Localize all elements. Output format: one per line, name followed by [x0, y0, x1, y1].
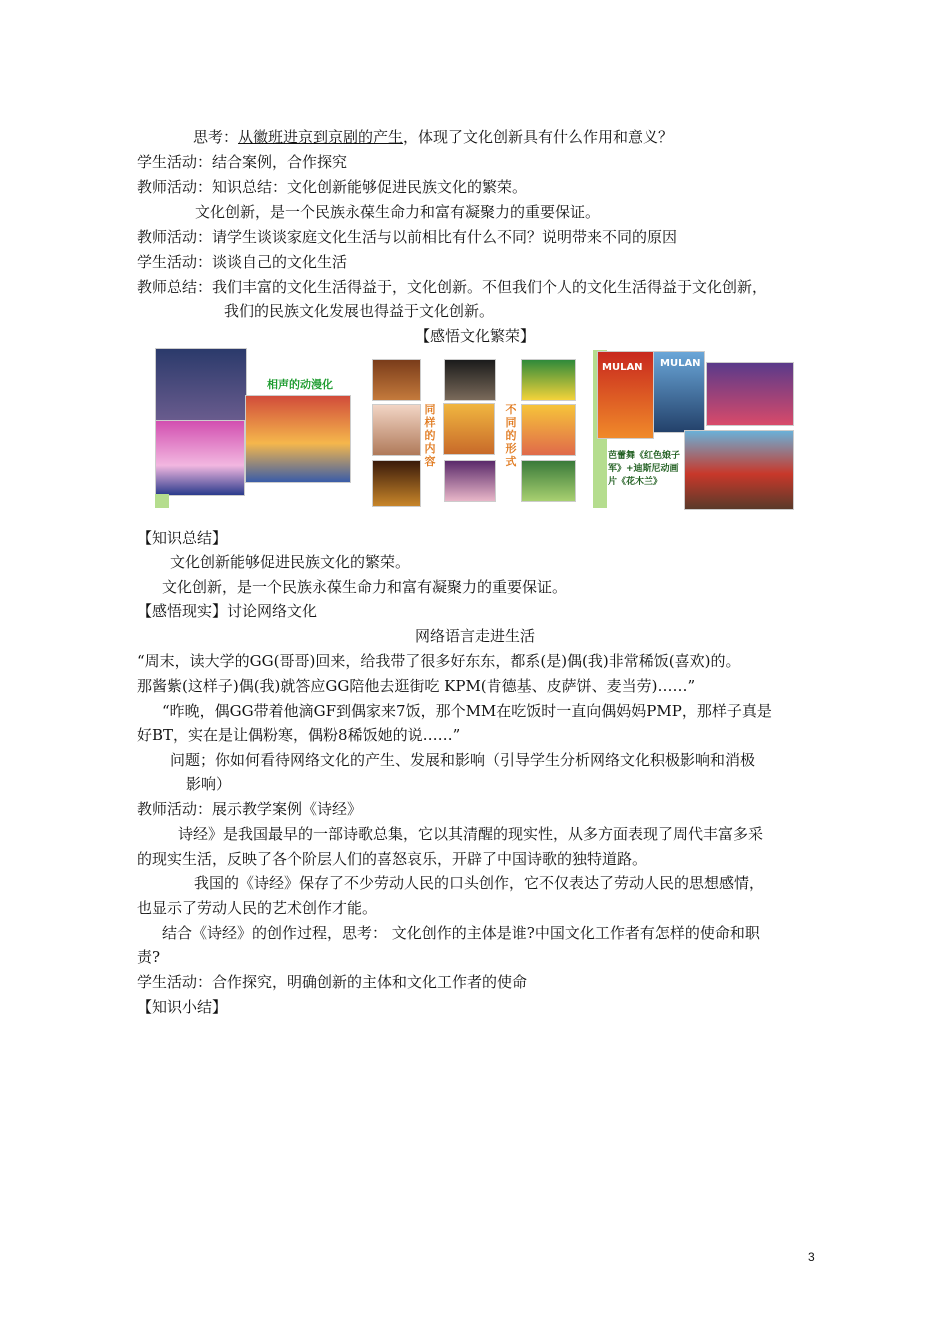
crosstalk-stage-photo — [155, 420, 245, 496]
text-line: 学生活动：合作探究，明确创新的主体和文化工作者的使命 — [137, 973, 528, 991]
text-line: 我们的民族文化发展也得益于文化创新。 — [224, 302, 495, 320]
red-flag-dance-photo — [684, 430, 794, 510]
painting-photo — [443, 403, 495, 455]
text-line: 学生活动：谈谈自己的文化生活 — [137, 253, 348, 271]
mulan-poster-1 — [597, 351, 654, 439]
piano-photo — [444, 359, 496, 401]
text-line: 文化创新能够促进民族文化的繁荣。 — [170, 553, 411, 571]
text-line: 我国的《诗经》保存了不少劳动人民的口头创作，它不仅表达了劳动人民的思想感情， — [194, 874, 765, 892]
think-suffix: ，体现了文化创新具有什么作用和意义？ — [403, 128, 674, 146]
theater-photo — [372, 460, 421, 507]
text-line: 教师活动：展示教学案例《诗经》 — [137, 800, 363, 818]
think-line — [193, 126, 673, 148]
mulan-title-2: MULAN — [660, 358, 701, 369]
text-line: 教师活动：请学生谈谈家庭文化生活与以前相比有什么不同？说明带来不同的原因 — [137, 228, 678, 246]
text-line: “周末，读大学的GG(哥哥)回来，给我带了很多好东东，都系(是)偶(我)非常稀饭(喜欢)的。 — [137, 652, 741, 670]
text-line: 问题；你如何看待网络文化的产生、发展和影响（引导学生分析网络文化积极影响和消极 — [170, 751, 756, 769]
text-line: 文化创新，是一个民族永葆生命力和富有凝聚力的重要保证。 — [195, 203, 601, 221]
mulan-poster-2 — [653, 351, 705, 433]
cartoon-crosstalk — [245, 395, 351, 483]
butterfly-poster — [521, 359, 576, 401]
ballet-photo — [444, 460, 496, 502]
crosstalk-photo — [155, 348, 247, 422]
page-number: 3 — [808, 1250, 815, 1264]
music-photo — [372, 359, 421, 401]
decor-block — [155, 494, 169, 508]
ballet-mulan-label: 芭蕾舞《红色娘子军》+迪斯尼动画片《花木兰》 — [608, 451, 681, 487]
butterfly-photo — [521, 460, 576, 502]
text-line: 学生活动：结合案例，合作探究 — [137, 153, 348, 171]
text-line: “昨晚，偶GG带着他滴GF到偶家来7饭，那个MM在吃饭时一直向偶妈妈PMP，那样子真是 — [162, 702, 772, 720]
opera-photo — [372, 404, 421, 456]
red-army-ballet-photo — [706, 362, 794, 426]
think-prefix: 思考： — [193, 128, 239, 146]
subheading: 网络语言走进生活 — [414, 627, 535, 645]
text-line: 文化创新，是一个民族永葆生命力和富有凝聚力的重要保证。 — [162, 578, 568, 596]
text-line: 的现实生活，反映了各个阶层人们的喜怒哀乐，开辟了中国诗歌的独特道路。 — [137, 850, 648, 868]
text-line: 教师总结：我们丰富的文化生活得益于，文化创新。不但我们个人的文化生活得益于文化创新， — [137, 278, 768, 296]
text-line: 责? — [137, 948, 161, 966]
section-heading: 【感悟现实】讨论网络文化 — [137, 602, 318, 620]
xiangsheng-label: 相声的动漫化 — [267, 378, 333, 391]
section-heading: 【知识小结】 — [137, 998, 228, 1016]
cartoon-butterfly — [521, 404, 576, 456]
section-heading: 【感悟文化繁荣】 — [414, 327, 535, 345]
section-heading: 【知识总结】 — [137, 529, 228, 547]
same-content-label: 同样的内容 — [424, 403, 436, 468]
text-line: 好BT，实在是让偶粉寒，偶粉8稀饭她的说……” — [137, 726, 461, 744]
text-line: 诗经》是我国最早的一部诗歌总集，它以其清醒的现实性，从多方面表现了周代丰富多采 — [178, 825, 764, 843]
think-underlined: 从徽班进京到京剧的产生 — [238, 128, 404, 146]
text-line: 也显示了劳动人民的艺术创作才能。 — [137, 899, 378, 917]
text-line: 那酱紫(这样子)偶(我)就答应GG陪他去逛街吃 KPM(肯德基、皮萨饼、麦当劳)……” — [137, 677, 696, 695]
different-form-label: 不同的形式 — [505, 403, 517, 468]
mulan-title-1: MULAN — [602, 362, 643, 373]
text-line: 教师活动：知识总结：文化创新能够促进民族文化的繁荣。 — [137, 178, 528, 196]
text-line: 结合《诗经》的创作过程，思考： 文化创作的主体是谁?中国文化工作者有怎样的使命和职 — [162, 924, 760, 942]
text-line: 影响） — [186, 775, 232, 793]
